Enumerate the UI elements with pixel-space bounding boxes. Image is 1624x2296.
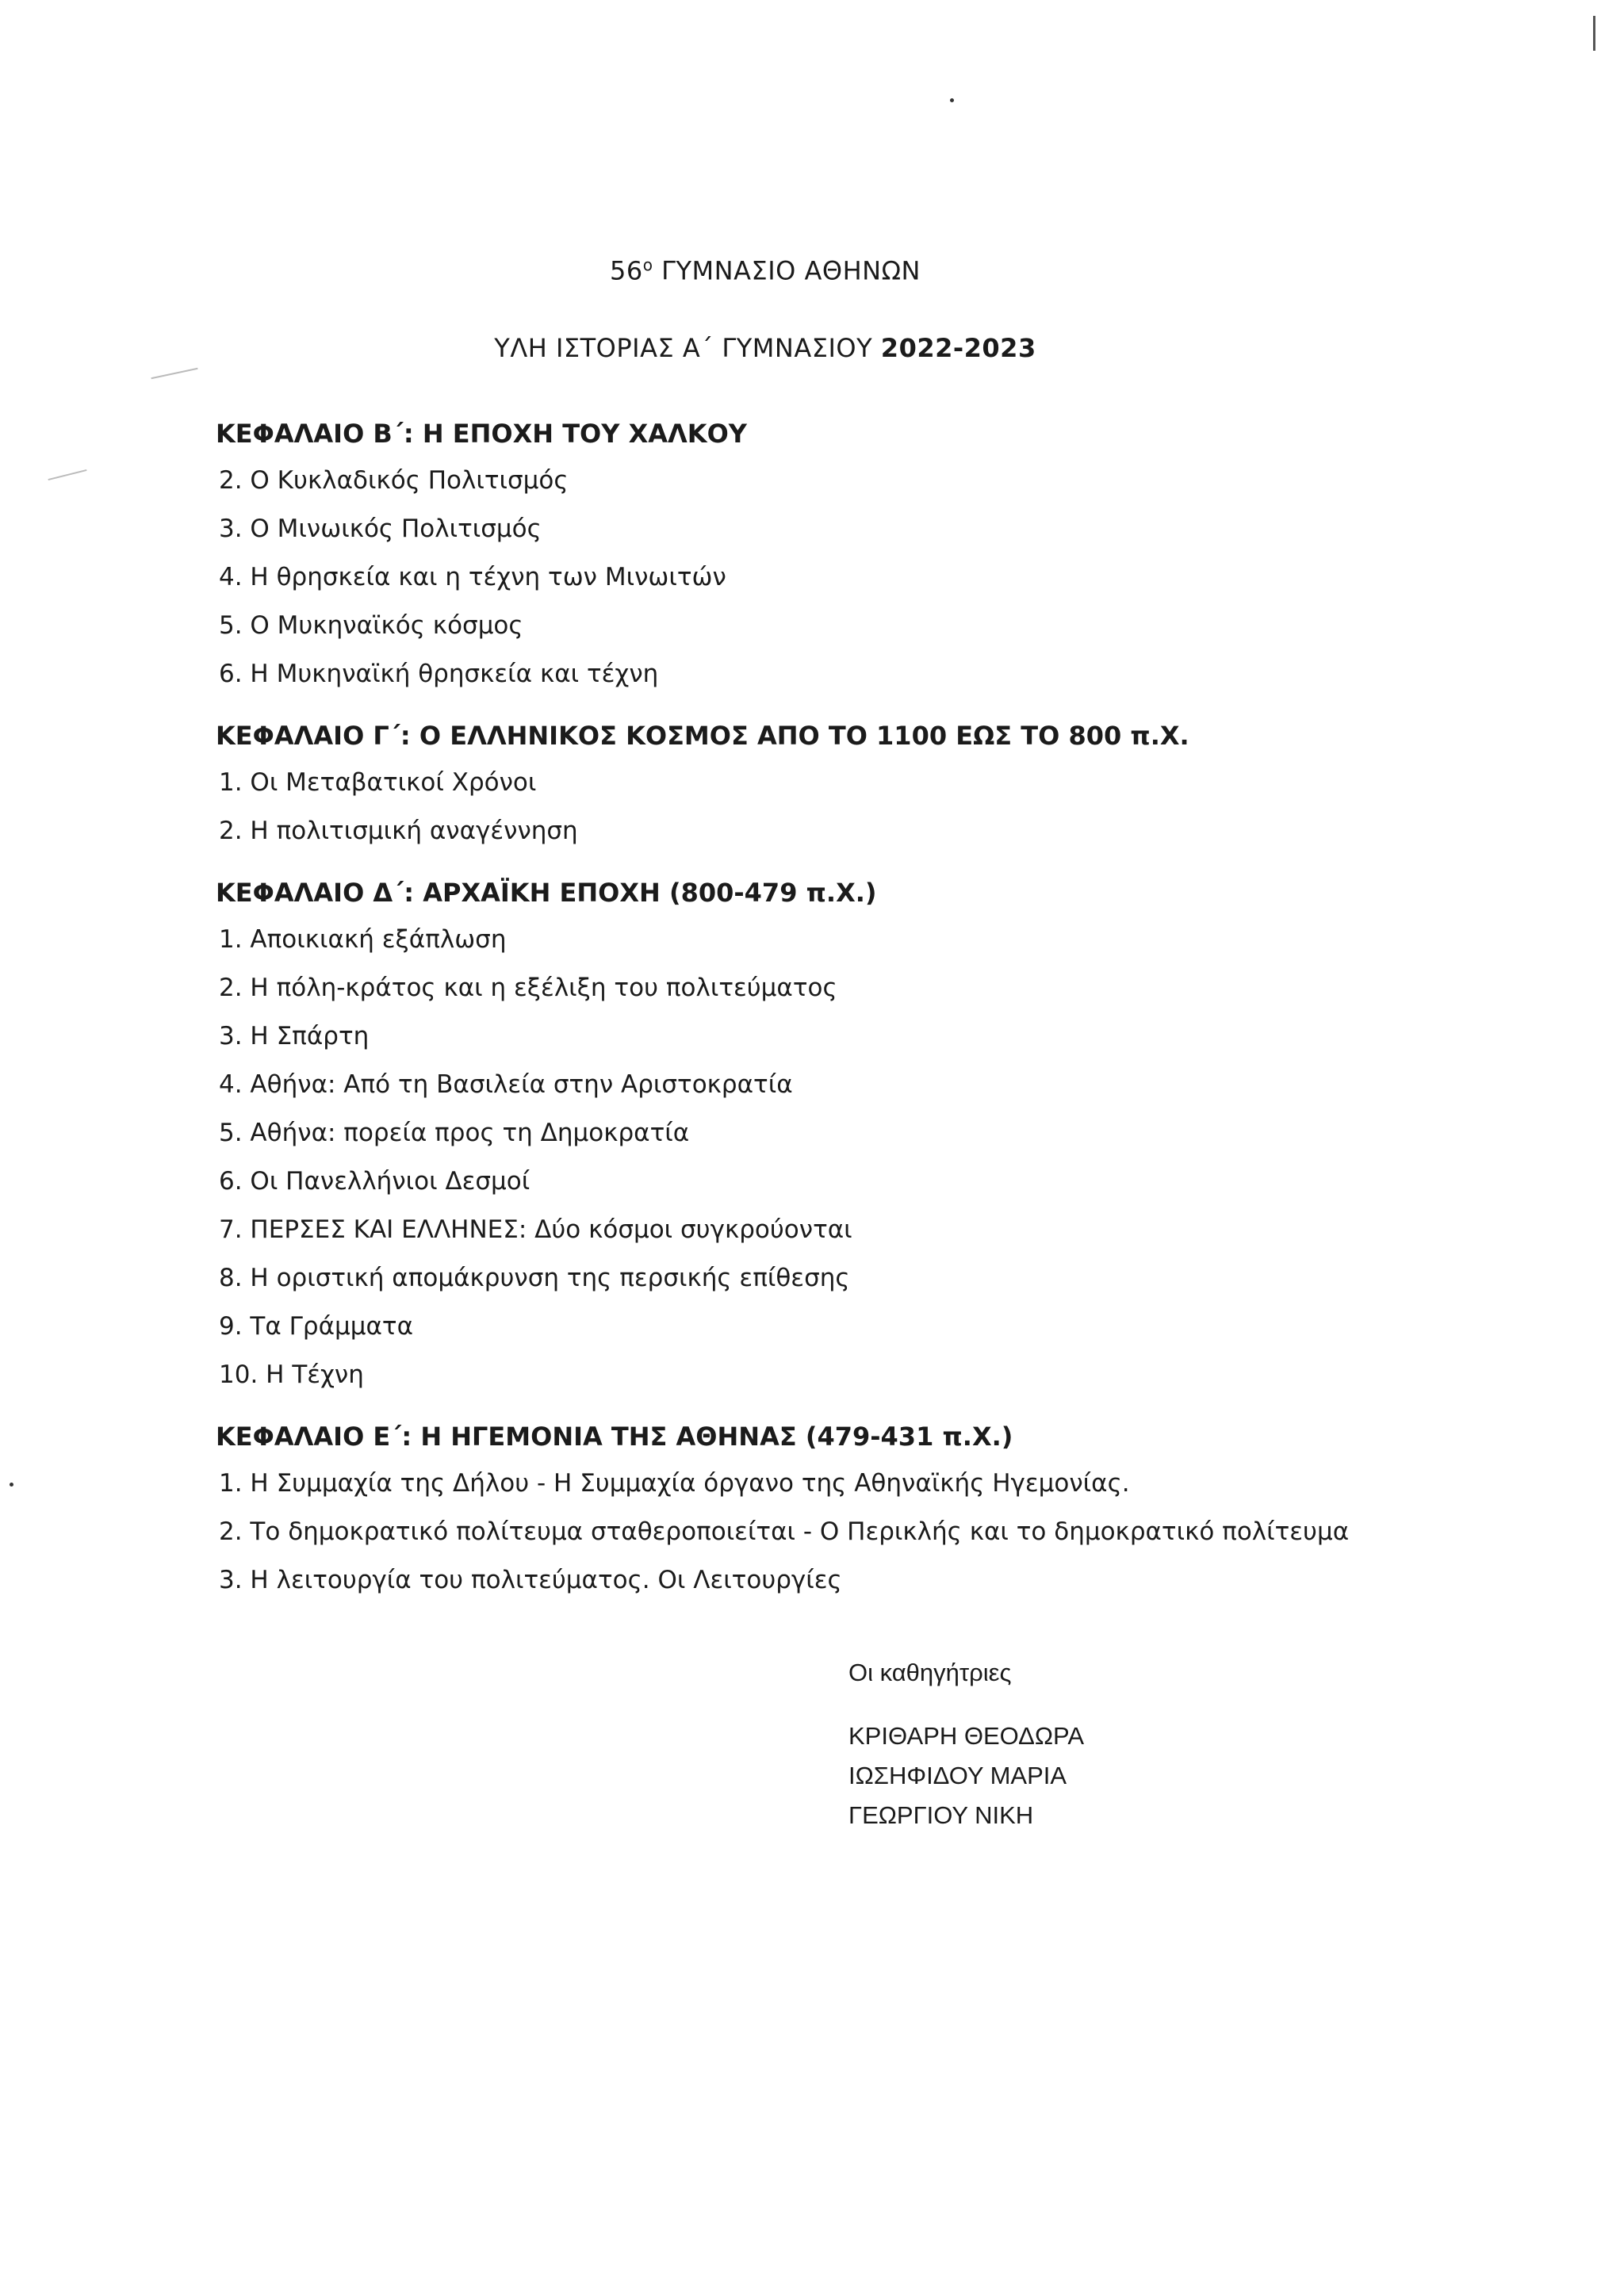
syllabus-list — [216, 411, 1453, 1605]
chapter-c — [216, 713, 1453, 855]
chapter-title: ΚΕΦΑΛΑΙΟ Γ΄: Ο ΕΛΛΗΝΙΚΟΣ ΚΟΣΜΟΣ ΑΠΟ ΤΟ 1100 ΕΩΣ ΤΟ 800 π.Χ. — [216, 721, 1189, 751]
chapter-title: ΚΕΦΑΛΑΙΟ Β΄: Η ΕΠΟΧΗ ΤΟΥ ΧΑΛΚΟΥ — [216, 419, 747, 449]
teachers-signature-block — [848, 1653, 1084, 1835]
school-number: 56 — [610, 255, 643, 286]
scan-speck — [950, 98, 954, 102]
teacher-name: ΓΕΩΡΓΙΟΥ ΝΙΚΗ — [848, 1801, 1034, 1829]
lesson-item: 6. Οι Πανελλήνιοι Δεσμοί — [219, 1167, 530, 1196]
chapter-title: ΚΕΦΑΛΑΙΟ Ε΄: Η ΗΓΕΜΟΝΙΑ ΤΗΣ ΑΘΗΝΑΣ (479-431 π.Χ.) — [216, 1422, 1013, 1452]
lesson-item: 2. Η πολιτισμική αναγέννηση — [219, 817, 578, 845]
chapter-e — [216, 1414, 1453, 1605]
lesson-item: 2. Το δημοκρατικό πολίτευμα σταθεροποιείται - Ο Περικλής και το δημοκρατικό πολίτευμα — [219, 1517, 1350, 1546]
lesson-item: 1. Η Συμμαχία της Δήλου - Η Συμμαχία όργανο της Αθηναϊκής Ηγεμονίας. — [219, 1469, 1130, 1498]
chapter-d — [216, 870, 1453, 1399]
school-title — [0, 255, 1530, 286]
lesson-item: 1. Οι Μεταβατικοί Χρόνοι — [219, 768, 537, 797]
lesson-item: 8. Η οριστική απομάκρυνση της περσικής επίθεσης — [219, 1264, 850, 1292]
lesson-item: 3. Ο Μινωικός Πολιτισμός — [219, 515, 542, 543]
scan-edge-mark — [1593, 16, 1595, 51]
signature-heading: Οι καθηγήτριες — [848, 1659, 1012, 1686]
subject-label: ΥΛΗ ΙΣΤΟΡΙΑΣ Α΄ ΓΥΜΝΑΣΙΟΥ — [494, 333, 881, 363]
scan-artifact — [48, 469, 87, 480]
subject-title — [0, 333, 1530, 363]
lesson-item: 2. Η πόλη-κράτος και η εξέλιξη του πολιτεύματος — [219, 974, 837, 1002]
school-year: 2022-2023 — [880, 333, 1036, 363]
teacher-name: ΚΡΙΘΑΡΗ ΘΕΟΔΩΡΑ — [848, 1722, 1085, 1750]
lesson-item: 4. Η θρησκεία και η τέχνη των Μινωιτών — [219, 563, 726, 591]
lesson-item: 4. Αθήνα: Από τη Βασιλεία στην Αριστοκρατία — [219, 1070, 793, 1099]
lesson-item: 10. Η Τέχνη — [219, 1360, 364, 1389]
scan-artifact — [151, 368, 197, 379]
lesson-item: 6. Η Μυκηναϊκή θρησκεία και τέχνη — [219, 660, 659, 688]
lesson-item: 7. ΠΕΡΣΕΣ ΚΑΙ ΕΛΛΗΝΕΣ: Δύο κόσμοι συγκρούονται — [219, 1215, 852, 1244]
lesson-item: 5. Ο Μυκηναϊκός κόσμος — [219, 611, 523, 640]
scan-speck — [10, 1483, 13, 1487]
lesson-item: 3. Η λειτουργία του πολιτεύματος. Οι Λειτουργίες — [219, 1566, 842, 1594]
lesson-item: 1. Αποικιακή εξάπλωση — [219, 925, 507, 954]
lesson-item: 5. Αθήνα: πορεία προς τη Δημοκρατία — [219, 1119, 690, 1147]
lesson-item: 9. Τα Γράμματα — [219, 1312, 414, 1341]
teacher-name: ΙΩΣΗΦΙΔΟΥ ΜΑΡΙΑ — [848, 1762, 1067, 1789]
ordinal-suffix: ο — [642, 255, 653, 274]
chapter-title: ΚΕΦΑΛΑΙΟ Δ΄: ΑΡΧΑΪΚΗ ΕΠΟΧΗ (800-479 π.Χ.) — [216, 878, 877, 908]
lesson-item: 2. Ο Κυκλαδικός Πολιτισμός — [219, 466, 569, 495]
chapter-b — [216, 411, 1453, 698]
lesson-item: 3. Η Σπάρτη — [219, 1022, 370, 1050]
school-name: ΓΥΜΝΑΣΙΟ ΑΘΗΝΩΝ — [653, 255, 921, 286]
